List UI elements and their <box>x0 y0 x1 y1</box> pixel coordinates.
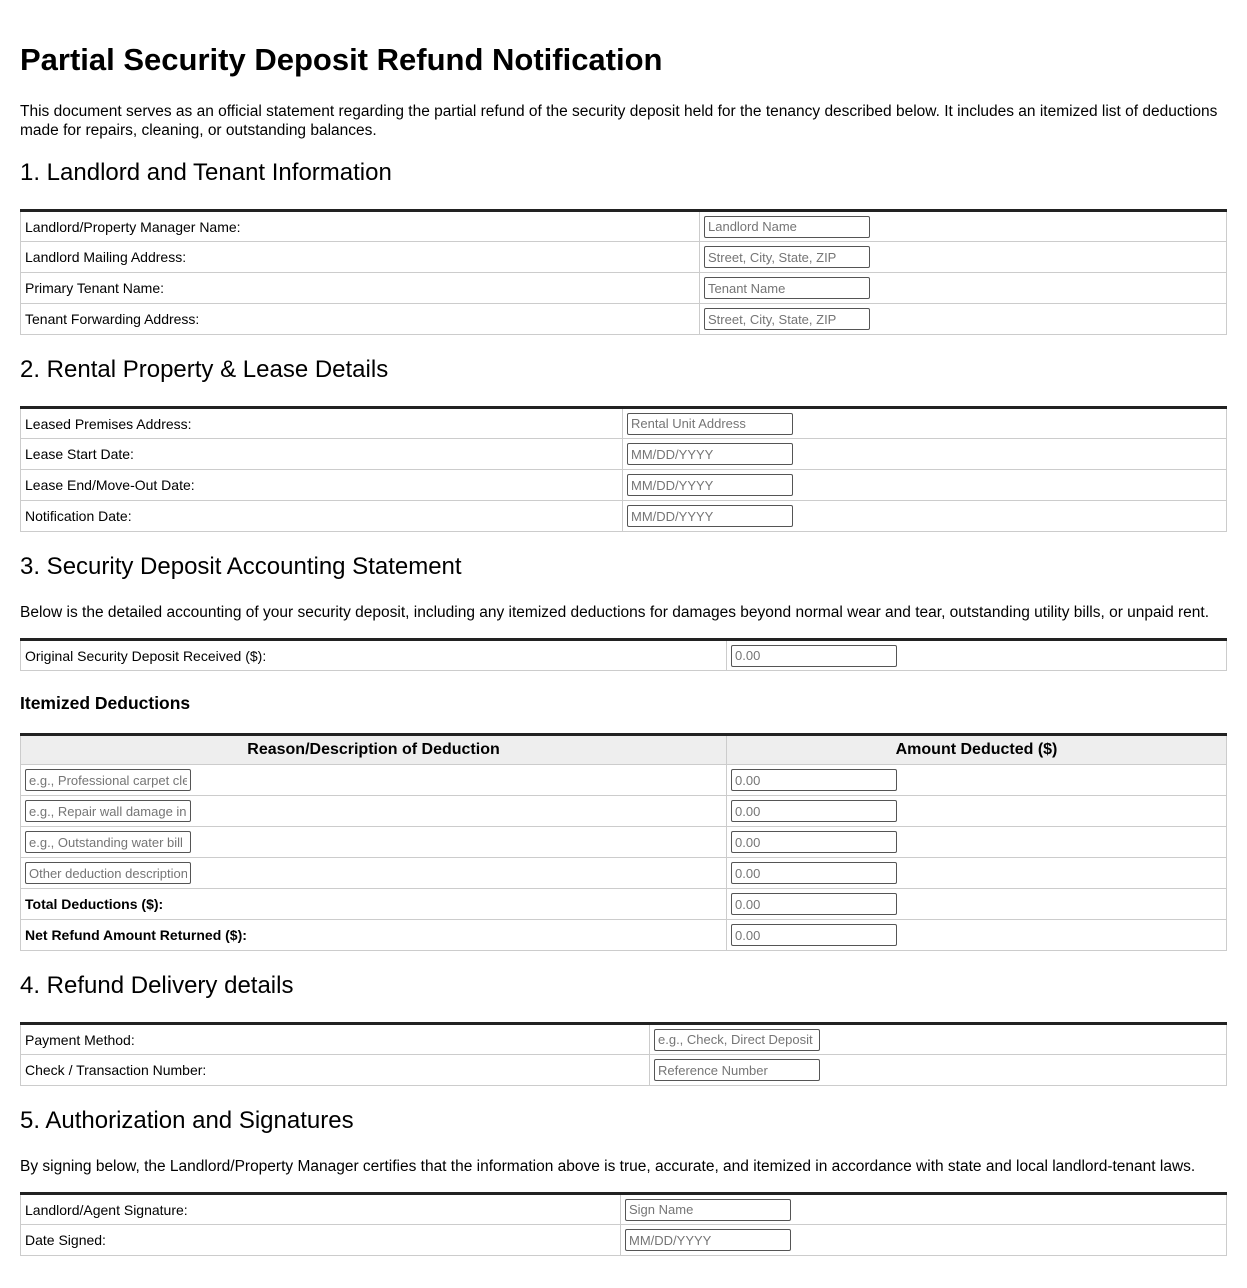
section-1-heading: 1. Landlord and Tenant Information <box>20 159 392 186</box>
table-row <box>21 211 1227 242</box>
table-row <box>21 827 1227 858</box>
table-row <box>21 304 1227 335</box>
net-refund-label: Net Refund Amount Returned ($): <box>21 920 727 951</box>
table-row <box>21 1194 1227 1225</box>
payment-method-input[interactable] <box>654 1029 820 1051</box>
deduction-reason-input[interactable] <box>25 800 191 822</box>
deduction-reason-input[interactable] <box>25 862 191 884</box>
lease-start-date-label: Lease Start Date: <box>21 439 623 470</box>
table-row <box>21 765 1227 796</box>
tenant-forwarding-address-label: Tenant Forwarding Address: <box>21 304 700 335</box>
total-deductions-label: Total Deductions ($): <box>21 889 727 920</box>
authorization-description: By signing below, the Landlord/Property Manager certifies that the information above is true, accurate, and itemized in accordance with state and local landlord-tenant laws. <box>20 1158 1196 1175</box>
tenant-forwarding-address-input[interactable] <box>704 308 870 330</box>
table-row <box>21 796 1227 827</box>
itemized-deductions-heading: Itemized Deductions <box>20 693 191 713</box>
original-deposit-table <box>20 638 1227 671</box>
deductions-table <box>20 733 1227 951</box>
date-signed-label: Date Signed: <box>21 1225 621 1256</box>
intro-paragraph: This document serves as an official statement regarding the partial refund of the security deposit held for the tenancy described below. It includes an itemized list of deductions made for repairs, cleaning, or outstanding balances. <box>20 103 1218 139</box>
table-row <box>21 1024 1227 1055</box>
transaction-number-input[interactable] <box>654 1059 820 1081</box>
deduction-amount-input[interactable] <box>731 831 897 853</box>
transaction-number-label: Check / Transaction Number: <box>21 1055 650 1086</box>
deduction-amount-input[interactable] <box>731 800 897 822</box>
table-row <box>21 439 1227 470</box>
landlord-tenant-table <box>20 209 1227 335</box>
notification-date-input[interactable] <box>627 505 793 527</box>
premises-address-input[interactable] <box>627 413 793 435</box>
table-row <box>21 242 1227 273</box>
landlord-name-label: Landlord/Property Manager Name: <box>21 211 700 242</box>
total-deductions-input[interactable] <box>731 893 897 915</box>
deduction-amount-input[interactable] <box>731 769 897 791</box>
section-2-heading: 2. Rental Property & Lease Details <box>20 356 389 383</box>
table-row <box>21 501 1227 532</box>
deduction-amount-input[interactable] <box>731 862 897 884</box>
table-row <box>21 640 1227 671</box>
lease-details-table <box>20 406 1227 532</box>
premises-address-label: Leased Premises Address: <box>21 408 623 439</box>
lease-end-date-input[interactable] <box>627 474 793 496</box>
signatures-table <box>20 1192 1227 1256</box>
original-deposit-label: Original Security Deposit Received ($): <box>21 640 727 671</box>
net-refund-input[interactable] <box>731 924 897 946</box>
tenant-name-input[interactable] <box>704 277 870 299</box>
landlord-address-input[interactable] <box>704 246 870 268</box>
reason-column-header: Reason/Description of Deduction <box>21 735 727 765</box>
table-header-row <box>21 735 1227 765</box>
table-row <box>21 408 1227 439</box>
original-deposit-input[interactable] <box>731 645 897 667</box>
notification-date-label: Notification Date: <box>21 501 623 532</box>
deduction-reason-input[interactable] <box>25 831 191 853</box>
table-row <box>21 470 1227 501</box>
section-3-heading: 3. Security Deposit Accounting Statement <box>20 553 462 580</box>
section-5-heading: 5. Authorization and Signatures <box>20 1107 354 1134</box>
section-4-heading: 4. Refund Delivery details <box>20 972 294 999</box>
lease-start-date-input[interactable] <box>627 443 793 465</box>
table-row <box>21 1225 1227 1256</box>
table-row <box>21 273 1227 304</box>
table-row <box>21 889 1227 920</box>
lease-end-date-label: Lease End/Move-Out Date: <box>21 470 623 501</box>
signature-label: Landlord/Agent Signature: <box>21 1194 621 1225</box>
tenant-name-label: Primary Tenant Name: <box>21 273 700 304</box>
signature-input[interactable] <box>625 1199 791 1221</box>
accounting-description: Below is the detailed accounting of your security deposit, including any itemized deductions for damages beyond normal wear and tear, outstanding utility bills, or unpaid rent. <box>20 604 1210 621</box>
refund-delivery-table <box>20 1022 1227 1086</box>
payment-method-label: Payment Method: <box>21 1024 650 1055</box>
date-signed-input[interactable] <box>625 1229 791 1251</box>
table-row <box>21 1055 1227 1086</box>
amount-column-header: Amount Deducted ($) <box>727 735 1227 765</box>
table-row <box>21 858 1227 889</box>
page-title: Partial Security Deposit Refund Notification <box>20 42 663 77</box>
landlord-address-label: Landlord Mailing Address: <box>21 242 700 273</box>
deduction-reason-input[interactable] <box>25 769 191 791</box>
table-row <box>21 920 1227 951</box>
landlord-name-input[interactable] <box>704 216 870 238</box>
